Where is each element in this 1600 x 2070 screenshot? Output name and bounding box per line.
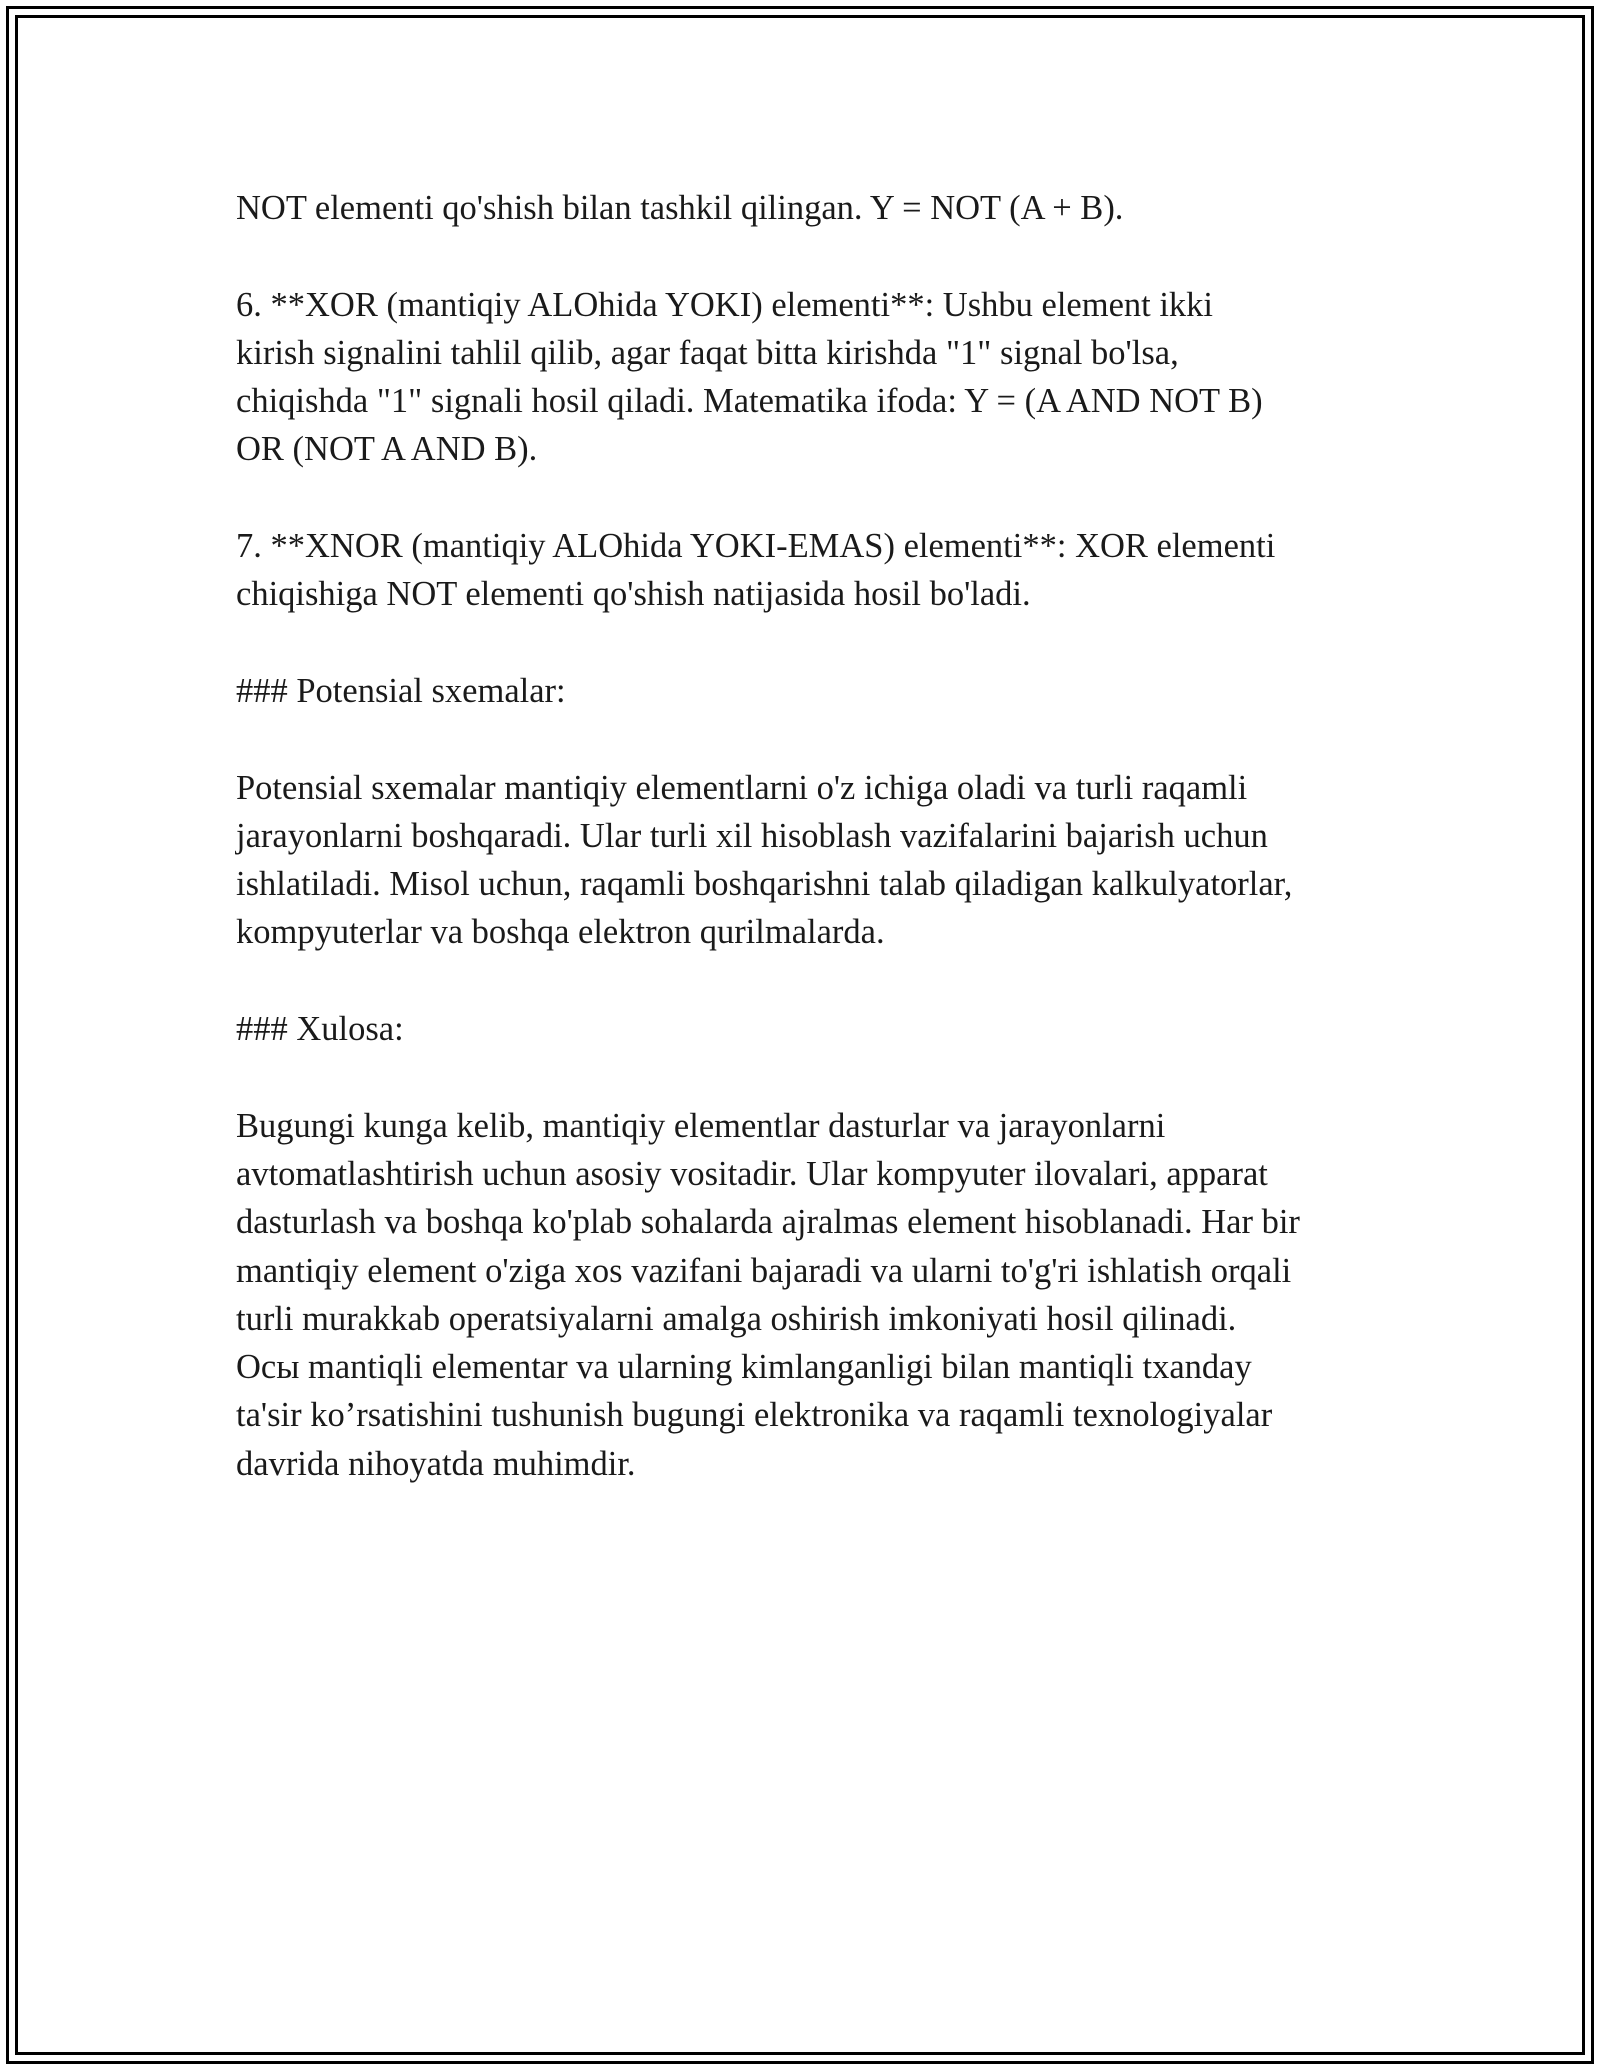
paragraph-spacer xyxy=(236,232,1376,280)
xnor-list-item xyxy=(236,522,1376,619)
text-line: Bugungi kunga kelib, mantiqiy elementlar dasturlar va jarayonlarni xyxy=(236,1106,1166,1145)
potential-schemes-heading xyxy=(236,667,1376,715)
text-line: OR (NOT A AND B). xyxy=(236,430,538,469)
document-body xyxy=(236,184,1376,1488)
paragraph-spacer xyxy=(236,957,1376,1005)
intro-paragraph xyxy=(236,184,1376,232)
text-line: chiqishda "1" signali hosil qiladi. Matematika ifoda: Y = (A AND NOT B) xyxy=(236,382,1263,421)
text-line: NOT elementi qo'shish bilan tashkil qilingan. Y = NOT (A + B). xyxy=(236,189,1124,227)
text-line: Осы mantiqli elementar va ularning kimlanganligi bilan mantiqli txanday xyxy=(236,1348,1252,1387)
xor-list-item xyxy=(236,281,1376,474)
text-line: ta'sir ko’rsatishini tushunish bugungi elektronika va raqamli texnologiyalar xyxy=(236,1396,1273,1435)
paragraph-spacer xyxy=(236,474,1376,522)
text-line: davrida nihoyatda muhimdir. xyxy=(236,1444,636,1483)
conclusion-heading xyxy=(236,1005,1376,1053)
conclusion-paragraph xyxy=(236,1102,1376,1488)
text-line: ishlatiladi. Misol uchun, raqamli boshqarishni talab qiladigan kalkulyatorlar, xyxy=(236,865,1293,904)
paragraph-spacer xyxy=(236,1053,1376,1101)
potential-schemes-paragraph xyxy=(236,764,1376,957)
text-line: kompyuterlar va boshqa elektron qurilmalarda. xyxy=(236,913,885,952)
text-line: 6. **XOR (mantiqiy ALOhida YOKI) elementi**: Ushbu element ikki xyxy=(236,285,1214,324)
text-line: ### Xulosa: xyxy=(236,1010,404,1049)
text-line: turli murakkab operatsiyalarni amalga oshirish imkoniyati hosil qilinadi. xyxy=(236,1299,1237,1338)
text-line: dasturlash va boshqa ko'plab sohalarda ajralmas element hisoblanadi. Har bir xyxy=(236,1203,1300,1242)
text-line: 7. **XNOR (mantiqiy ALOhida YOKI-EMAS) elementi**: XOR elementi xyxy=(236,527,1276,566)
text-line: jarayonlarni boshqaradi. Ular turli xil hisoblash vazifalarini bajarish uchun xyxy=(236,816,1268,855)
paragraph-spacer xyxy=(236,619,1376,667)
text-line: ### Potensial sxemalar: xyxy=(236,671,566,710)
text-line: mantiqiy element o'ziga xos vazifani bajaradi va ularni to'g'ri ishlatish orqali xyxy=(236,1251,1292,1290)
text-line: avtomatlashtirish uchun asosiy vositadir. Ular kompyuter ilovalari, apparat xyxy=(236,1154,1268,1193)
text-line: Potensial sxemalar mantiqiy elementlarni o'z ichiga oladi va turli raqamli xyxy=(236,768,1248,807)
text-line: kirish signalini tahlil qilib, agar faqat bitta kirishda "1" signal bo'lsa, xyxy=(236,333,1179,372)
paragraph-spacer xyxy=(236,715,1376,763)
text-line: chiqishiga NOT elementi qo'shish natijasida hosil bo'ladi. xyxy=(236,575,1031,614)
